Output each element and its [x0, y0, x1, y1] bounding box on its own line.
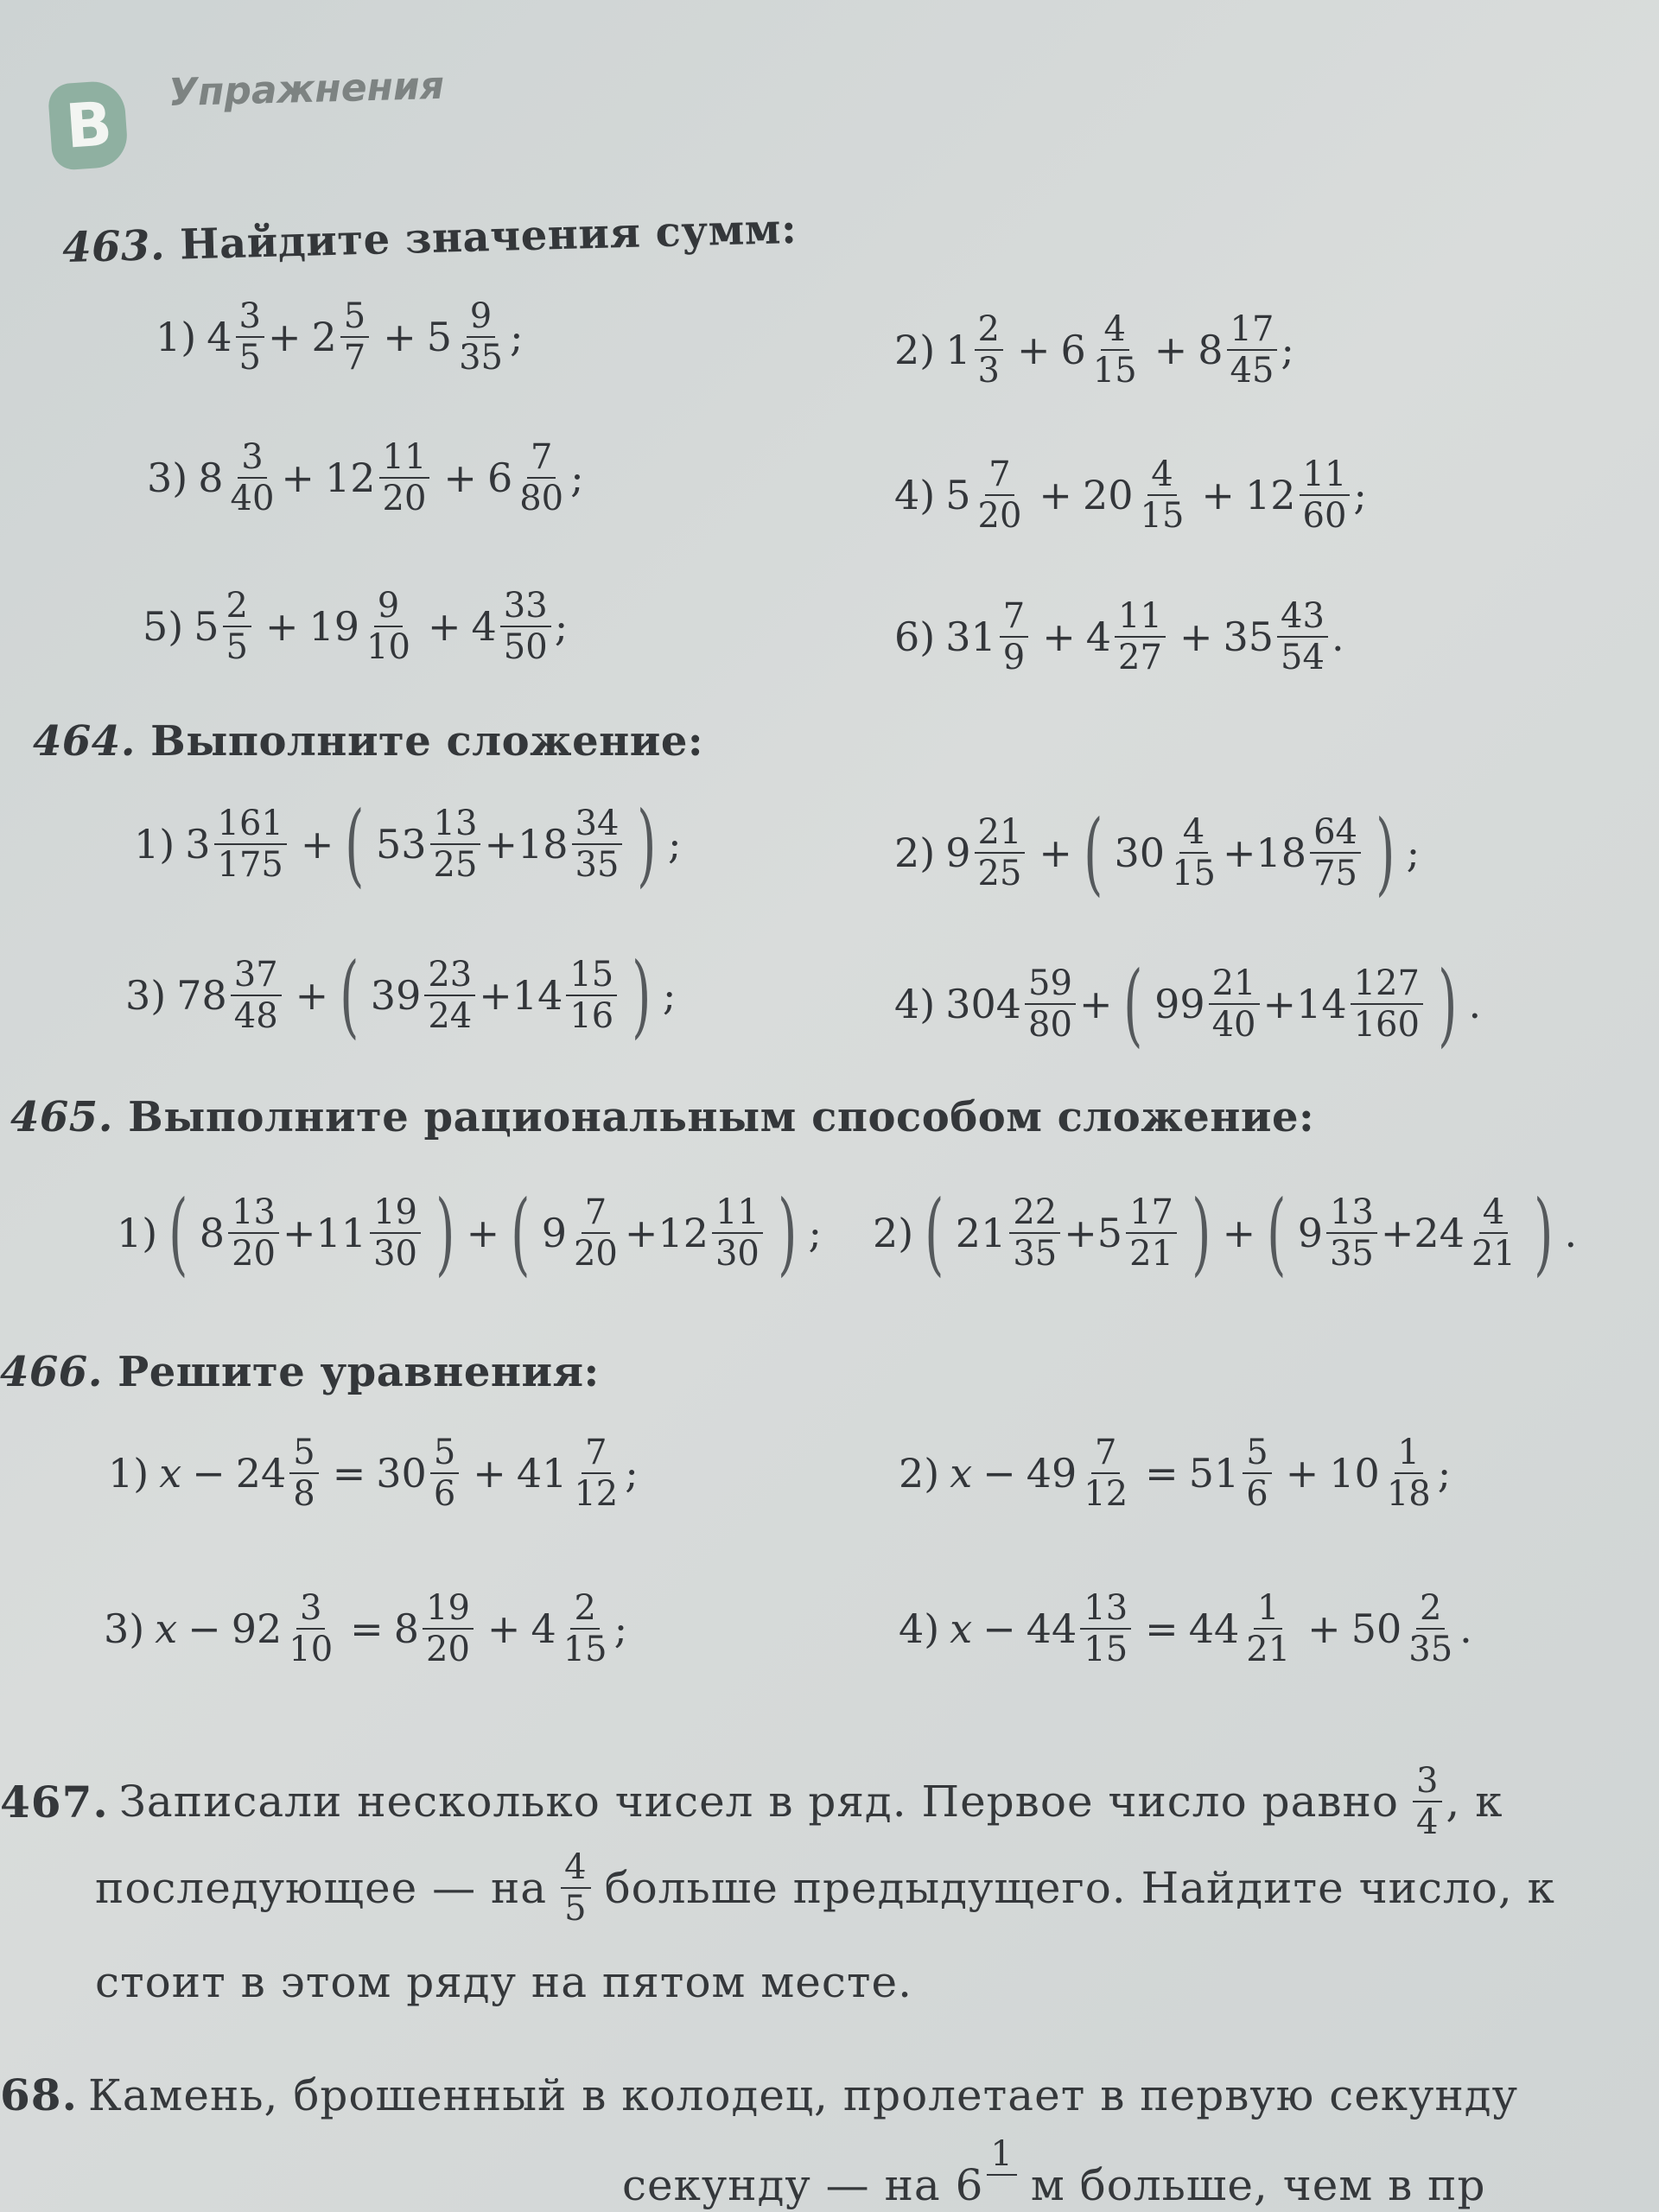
exercise-468-line-1: 68. Камень, брошенный в колодец, пролетает в первую секунду	[0, 2069, 1518, 2120]
exercise-465-heading: 465. Выполните рациональным способом сложение:	[10, 1093, 1315, 1141]
exercise-463-item-3: 3) 8 $\frac{3}{40}$ + 12 $\frac{11}{20}$ + 6 $\frac{7}{80}$ ;	[147, 437, 584, 518]
exercise-463-heading: 463. Найдите значения сумм:	[61, 204, 798, 273]
exercise-467-line-2: последующее — на $\frac{4}{5}$ больше предыдущего. Найдите число, к	[95, 1847, 1555, 1929]
exercise-463-item-1: 1) 4 $\frac{3}{5}$ + 2 $\frac{5}{7}$ + 5 $\frac{9}{35}$ ;	[156, 296, 524, 378]
exercise-466-item-4: 4) x − 44 $\frac{13}{15}$ = 44 $\frac{1}{21}$ + 50 $\frac{2}{35}$ .	[899, 1588, 1472, 1669]
section-badge: B	[48, 79, 130, 171]
exercise-463-item-2: 2) 1 $\frac{2}{3}$ + 6 $\frac{4}{15}$ + 8 $\frac{17}{45}$ ;	[894, 309, 1294, 391]
exercise-466-item-2: 2) x − 49 $\frac{7}{12}$ = 51 $\frac{5}{6}$ + 10 $\frac{1}{18}$ ;	[899, 1433, 1452, 1514]
exercise-467-line-3: стоит в этом ряду на пятом месте.	[95, 1957, 912, 2007]
exercise-464-item-2: 2) 9 $\frac{21}{25}$ + ( 30 $\frac{4}{15}$ + 18 $\frac{64}{75}$ ) ;	[894, 800, 1421, 906]
section-title: Упражнения	[168, 63, 445, 116]
exercise-465-item-1: 1) ( 8 $\frac{13}{20}$ + 11 $\frac{19}{30}$ ) + ( 9 $\frac{7}{20}$ + 12 $\frac{11}{30}$ ) ;	[117, 1180, 822, 1286]
exercise-466-item-3: 3) x − 92 $\frac{3}{10}$ = 8 $\frac{19}{20}$ + 4 $\frac{2}{15}$ ;	[104, 1588, 628, 1669]
exercise-466-item-1: 1) x − 24 $\frac{5}{8}$ = 30 $\frac{5}{6}$ + 41 $\frac{7}{12}$ ;	[108, 1433, 639, 1514]
exercise-467-line-1: 467. Записали несколько чисел в ряд. Первое число равно $\frac{3}{4}$ , к	[0, 1761, 1503, 1842]
exercise-463-item-4: 4) 5 $\frac{7}{20}$ + 20 $\frac{4}{15}$ + 12 $\frac{11}{60}$ ;	[894, 454, 1367, 536]
exercise-464-heading: 464. Выполните сложение:	[33, 717, 704, 766]
exercise-465-item-2: 2) ( 21 $\frac{22}{35}$ + 5 $\frac{17}{21}$ ) + ( 9 $\frac{13}{35}$ + 24 $\frac{4}{21}$ ) .	[873, 1180, 1578, 1286]
exercise-464-item-4: 4) 304 $\frac{59}{80}$ + ( 99 $\frac{21}{40}$ + 14 $\frac{127}{160}$ ) .	[894, 951, 1482, 1057]
exercise-464-item-1: 1) 3 $\frac{161}{175}$ + ( 53 $\frac{13}{25}$ + 18 $\frac{34}{35}$ ) ;	[134, 791, 682, 897]
exercise-463-item-5: 5) 5 $\frac{2}{5}$ + 19 $\frac{9}{10}$ + 4 $\frac{33}{50}$ ;	[143, 586, 569, 667]
exercise-464-item-3: 3) 78 $\frac{37}{48}$ + ( 39 $\frac{23}{24}$ + 14 $\frac{15}{16}$ ) ;	[125, 943, 677, 1048]
exercise-463-item-6: 6) 31 $\frac{7}{9}$ + 4 $\frac{11}{27}$ + 35 $\frac{43}{54}$ .	[894, 596, 1344, 677]
exercise-468-line-2: секунду — на 6 1 м больше, чем в пр	[622, 2134, 1486, 2210]
exercise-466-heading: 466. Решите уравнения:	[0, 1348, 600, 1396]
